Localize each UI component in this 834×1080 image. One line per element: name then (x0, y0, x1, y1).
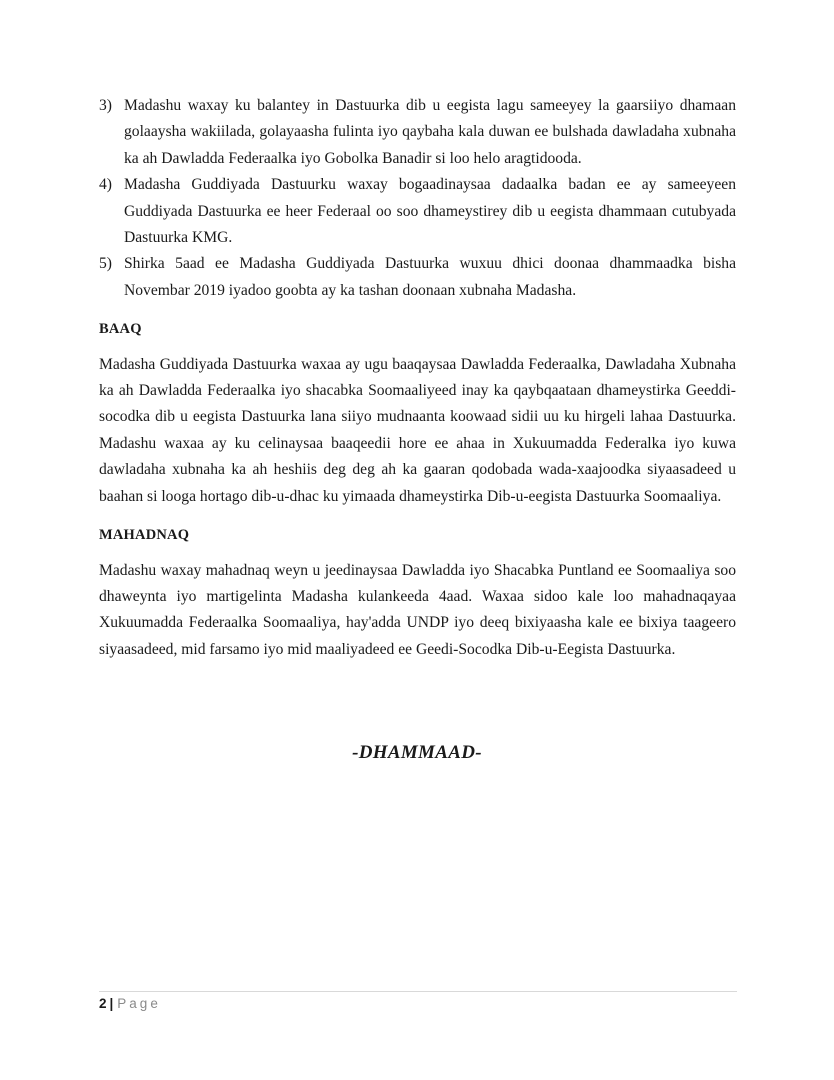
baaq-heading: BAAQ (99, 321, 142, 338)
list-item-number: 3) (99, 97, 112, 114)
closing-mark (0, 742, 834, 764)
page-footer (99, 996, 161, 1011)
list-item-text: Madashu waxay ku balantey in Dastuurka dib u eegista lagu sameeyey la gaarsiiyo dhamaan golaaysha wakiilada, golayaasha fulinta iyo qaybaha kala duwan ee bulshada dawladaha xubnaha ka ah Dawladda Federaalka iyo Gobolka Banadir si loo helo aragtidooda. (124, 97, 736, 167)
numbered-list (99, 93, 736, 304)
page-number: 2 (99, 996, 107, 1011)
baaq-paragraph: Madasha Guddiyada Dastuurka waxaa ay ugu baaqaysaa Dawladda Federaalka, Dawladaha Xubnaha ka ah Dawladda Federaalka iyo shacabka Soomaaliyeed inay ka qaybqaataan dhameystirka Geeddi-socodka dib u eegista Dastuurka lana siiyo mudnaanta koowaad sidii uu ku hirgeli lahaa Dastuurka. Madashu waxaa ay ku celinaysaa baaqeedii hore ee ahaa in Xukuumadda Federalka iyo kuwa dawladaha xubnaha ka ah heshiis deg deg ah ka gaaran qodobada wada-xaajoodka siyaasadeed u baahan si looga hortago dib-u-dhac ku yimaada dhameystirka Dib-u-eegista Dastuurka Soomaaliya. (99, 355, 736, 505)
closing-text: -DHAMMAAD- (352, 742, 482, 763)
list-item (99, 172, 736, 251)
list-item-text: Shirka 5aad ee Madasha Guddiyada Dastuurka wuxuu dhici doonaa dhammaadka bisha Novembar 2019 iyadoo goobta ay ka tashan doonaan xubnaha Madasha. (124, 255, 736, 299)
footer-separator: | (109, 996, 114, 1011)
list-item-number: 5) (99, 255, 112, 273)
list-item (99, 251, 736, 304)
page-content (99, 93, 736, 663)
mahadnaq-heading: MAHADNAQ (99, 527, 190, 544)
list-item-text: Madasha Guddiyada Dastuurku waxay bogaadinaysaa dadaalka badan ee ay sameeyeen Guddiyada Dastuurka ee heer Federaal oo soo dhameystirey dib u eegista dhammaan cutubyada Dastuurka KMG. (124, 176, 736, 247)
list-item-number: 4) (99, 176, 112, 194)
page-label: Page (117, 996, 161, 1011)
list-item (99, 93, 736, 172)
footer-divider (99, 991, 737, 992)
mahadnaq-paragraph: Madashu waxay mahadnaq weyn u jeedinaysaa Dawladda iyo Shacabka Puntland ee Soomaaliya soo dhaweynta iyo martigelinta Madasha kulankeeda 4aad. Waxaa sidoo kale loo mahadnaqayaa Xukuumadda Federaalka Soomaaliya, hay'adda UNDP iyo deeq bixiyaasha kale ee bixiya taageero siyaasadeed, mid farsamo iyo mid maaliyadeed ee Geedi-Socodka Dib-u-Eegista Dastuurka. (99, 561, 736, 658)
